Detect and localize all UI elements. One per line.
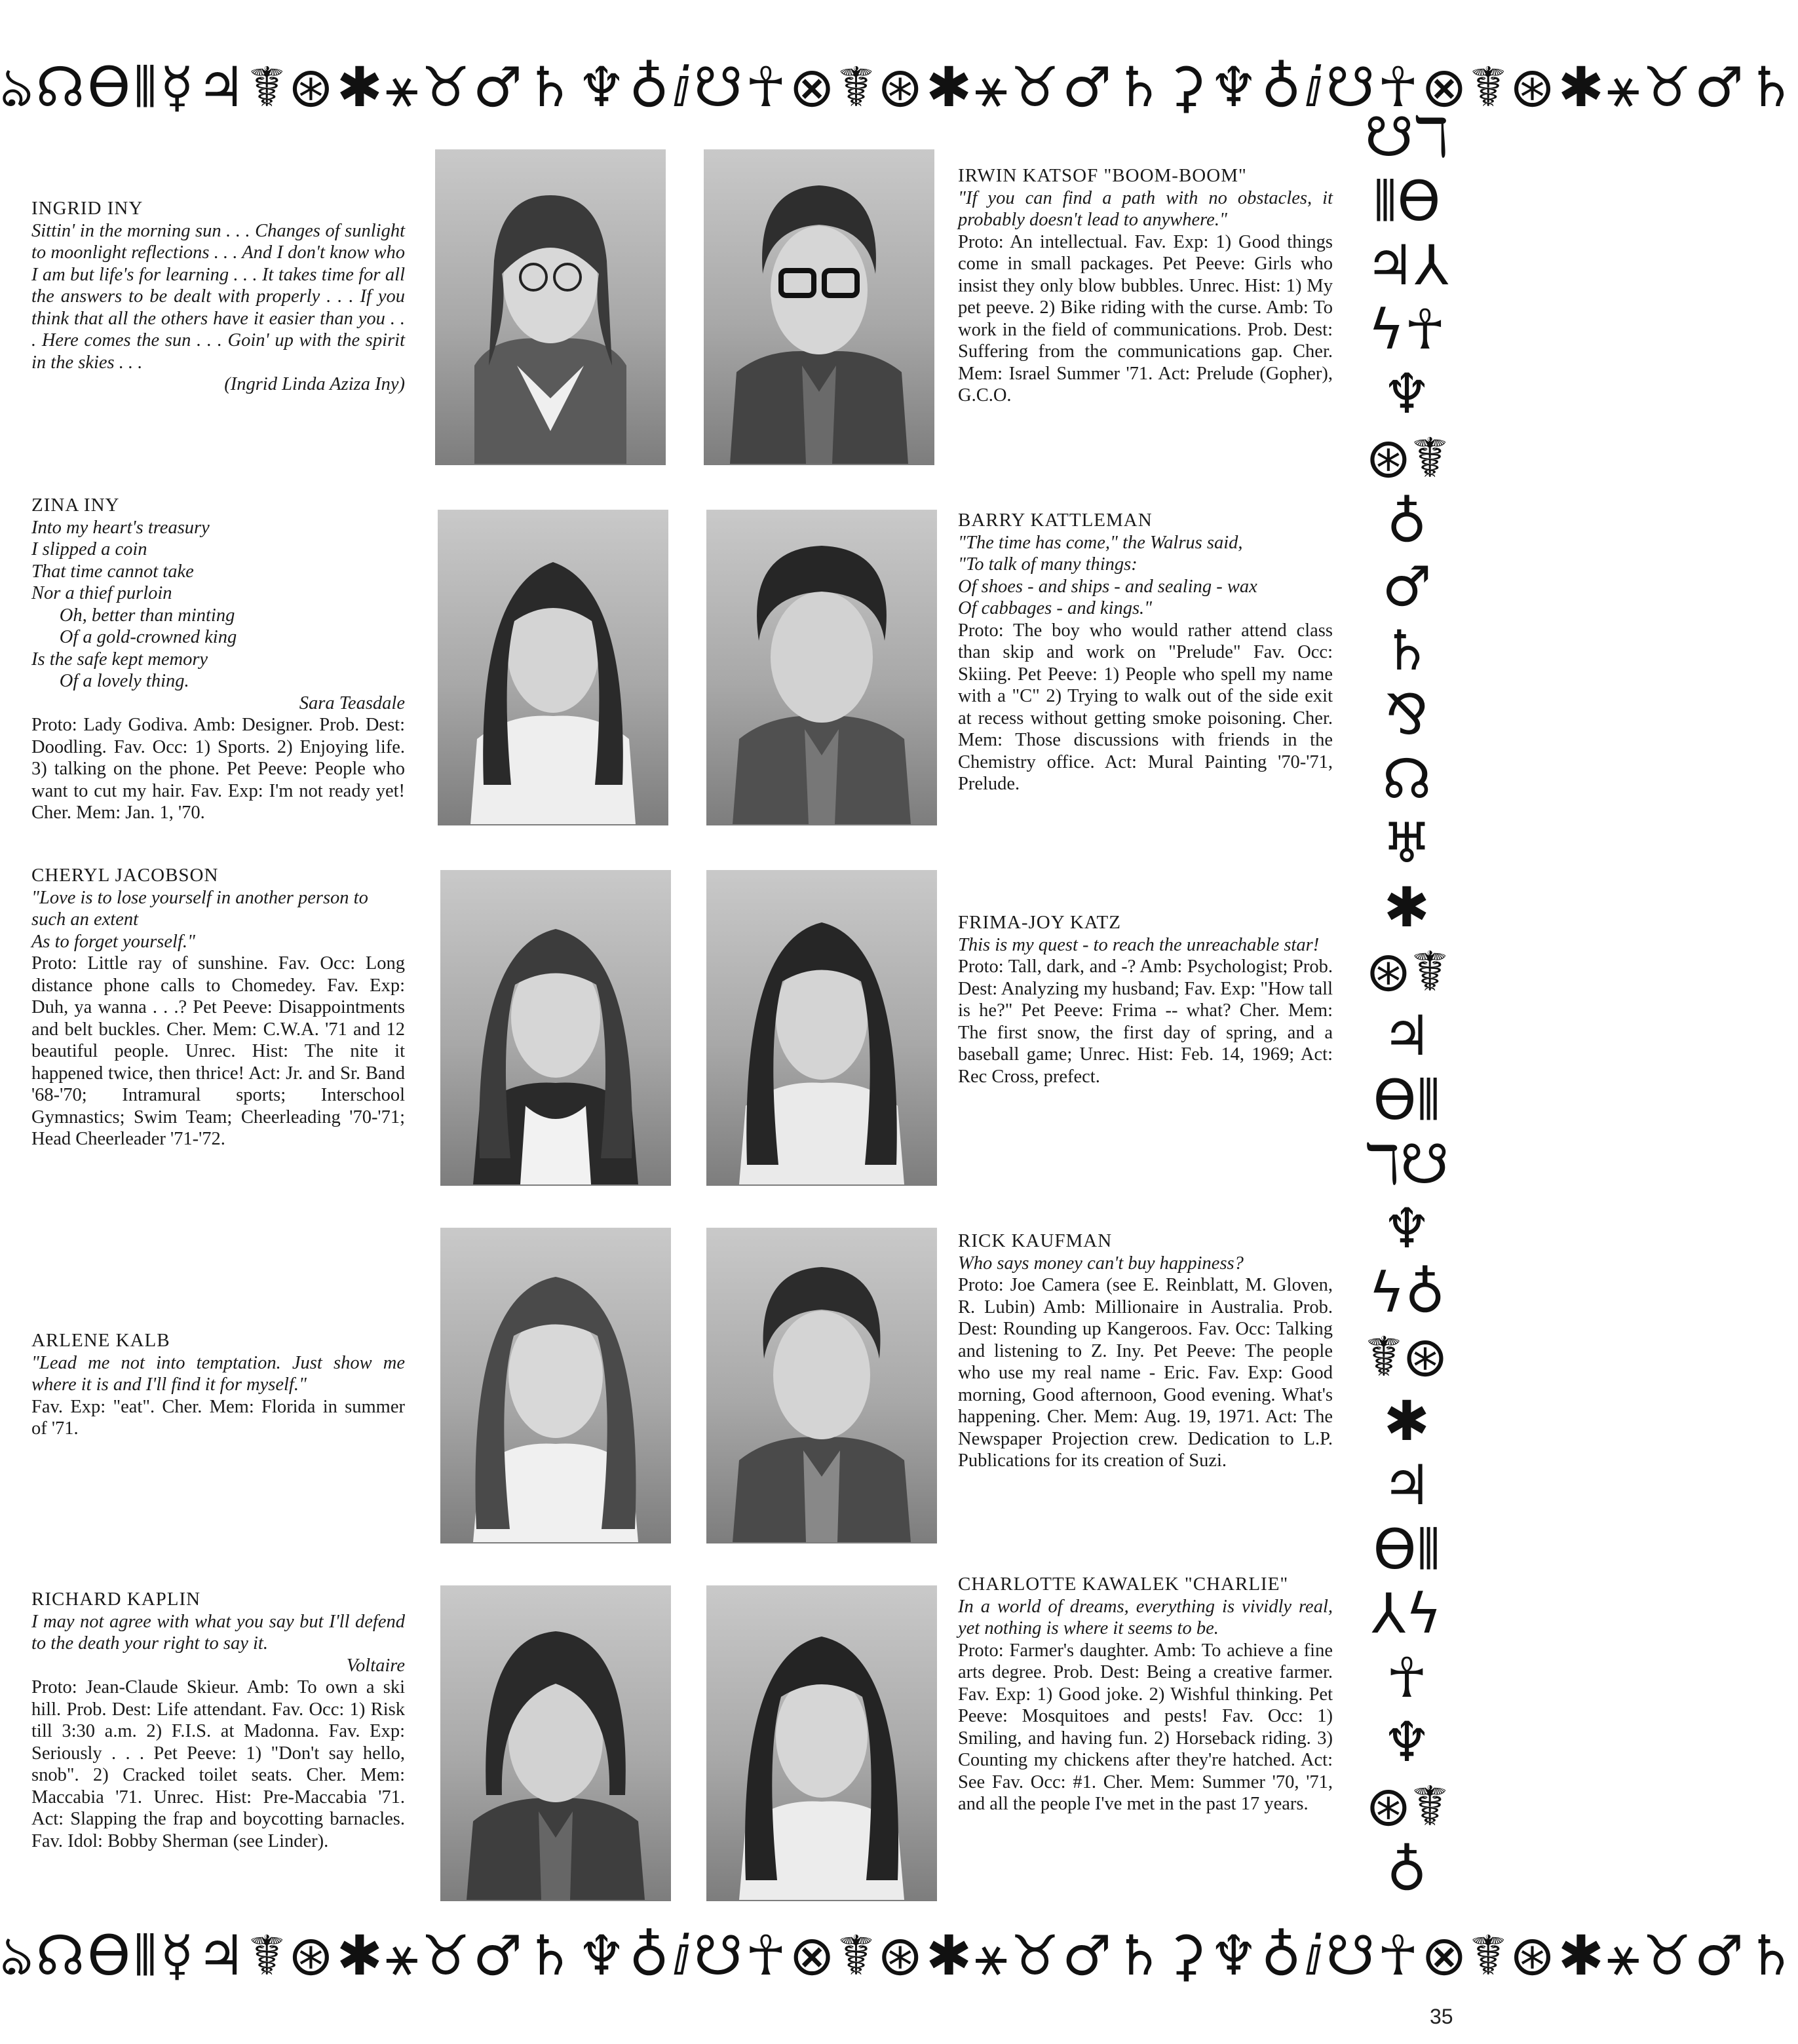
student-name: CHERYL JACOBSON: [31, 865, 219, 886]
quote-attribution: Voltaire: [346, 1655, 405, 1676]
entry-cheryl-jacobson: [31, 865, 405, 1150]
student-quote: "Love is to lose yourself in another person to such an extent As to forget yourself.": [31, 887, 368, 952]
student-bio: Proto: Joe Camera (see E. Reinblatt, M. Gloven, R. Lubin) Amb: Millionaire in Australia. Prob. Dest: Rounding up Kangeroos. Fav. Occ: Talking and listening to Z. Iny. Pet Peeve: The people who use my real name - Eric. Fav. Exp: Good morning, Good afternoon, Good evening. What's happening. Cher. Mem: Aug. 19, 1971. Act: The Newspaper Projection crew. Dedication to L.P. Publications for its creation of Suzi.: [958, 1275, 1333, 1471]
student-quote: "The time has come," the Walrus said, "To talk of many things: Of shoes - and ships - and sealing - wax Of cabbages - and kings.": [958, 532, 1257, 618]
portrait-photo-zina-iny: [438, 510, 668, 825]
glyph-border-bottom: ঌ☊ϴ⦀☿♃☤⊛✱⚹♉♂♄♆♁ⅈ☋☥⊗☤⊛✱⚹♉♂♄⚳♆♁ⅈ☋☥⊗☤⊛✱⚹♉♂♄: [0, 1923, 1798, 1988]
student-bio: Proto: Little ray of sunshine. Fav. Occ: Long distance phone calls to Chomedey. Fav. Exp: Duh, ya wanna . . .? Pet Peeve: Disappointments and belt buckles. Cher. Mem: C.W.A. '71 and 12 beautiful people. Unrec. Hist: The nite it happened twice, then thrice! Act: Jr. and Sr. Band '68-'70; Intramural sports; Interschool Gymnastics; Swim Team; Cheerleading '70-'71; Head Cheerleader '71-'72.: [31, 953, 405, 1149]
student-bio: Proto: An intellectual. Fav. Exp: 1) Good things come in small packages. Pet Peeve: Girls who insist they only blow bubbles. Unrec. Hist: 1) My pet peeve. 2) Bike riding with the curse. Amb: To work in the field of communications. Prob. Dest: Suffering from the communications gap. Cher. Mem: Israel Summer '71. Act: Prelude (Gopher), G.C.O.: [958, 231, 1333, 406]
student-quote: In a world of dreams, everything is vividly real, yet nothing is where it seems to be.: [958, 1596, 1333, 1638]
portrait-photo-cheryl-jacobson: [440, 870, 671, 1186]
student-name: BARRY KATTLEMAN: [958, 510, 1153, 531]
entry-irwin-katsof: [958, 165, 1333, 407]
student-quote: This is my quest - to reach the unreachable star!: [958, 934, 1320, 955]
student-bio: Proto: The boy who would rather attend class than skip and work on "Prelude" Fav. Occ: Skiing. Pet Peeve: 1) People who spell my name with a "C" 2) Trying to walk out of the side exit at recess without getting smoke poisoning. Cher. Mem: Those discussions with friends in the Chemistry office. Act: Mural Painting '70-'71, Prelude.: [958, 620, 1333, 794]
entry-frima-joy-katz: [958, 912, 1333, 1088]
entry-arlene-kalb: [31, 1330, 405, 1440]
student-quote: Into my heart's treasury I slipped a coin That time cannot take Nor a thief purloin Oh, better than minting Of a gold-crowned king Is the safe kept memory Of a lovely thing.: [31, 517, 237, 691]
portrait-photo-frima-joy-katz: [706, 870, 937, 1186]
portrait-photo-arlene-kalb: [440, 1228, 671, 1543]
student-name: ARLENE KALB: [31, 1330, 170, 1351]
student-bio: Proto: Tall, dark, and -? Amb: Psychologist; Prob. Dest: Analyzing my husband; Fav. Exp: "How tall is he?" Pet Peeve: Frima -- what? Cher. Mem: The first snow, the first day of spring, and a baseball game; Unrec. Hist: Feb. 14, 1969; Act: Rec Cross, prefect.: [958, 956, 1333, 1087]
portrait-photo-ingrid-iny: [435, 149, 666, 465]
quote-attribution: (Ingrid Linda Aziza Iny): [224, 374, 405, 394]
student-name: ZINA INY: [31, 495, 120, 516]
entry-charlotte-kawalek: [958, 1574, 1333, 1815]
entry-rick-kaufman: [958, 1230, 1333, 1472]
entry-ingrid-iny: [31, 198, 405, 396]
student-quote: "Lead me not into temptation. Just show me where it is and I'll find it for myself.": [31, 1352, 405, 1395]
portrait-photo-irwin-katsof: [704, 149, 934, 465]
student-bio: Proto: Jean-Claude Skieur. Amb: To own a ski hill. Prob. Dest: Life attendant. Fav. Occ: 1) Risk till 3:30 a.m. 2) F.I.S. at Madonna. Fav. Exp: Seriously . . . Pet Peeve: 1) "Don't say hello, snob". 2) Cracked toilet seats. Cher. Mem: Maccabia '71. Unrec. Hist: Pre-Maccabia '71. Act: Slapping the frap and boycotting barnacles. Fav. Idol: Bobby Sherman (see Linder).: [31, 1677, 405, 1851]
student-name: INGRID INY: [31, 198, 143, 219]
student-name: RICHARD KAPLIN: [31, 1589, 201, 1610]
entry-barry-kattleman: [958, 510, 1333, 795]
student-name: IRWIN KATSOF "BOOM-BOOM": [958, 165, 1247, 186]
student-quote: I may not agree with what you say but I'll defend to the death your right to say it.: [31, 1611, 405, 1654]
page-number: 35: [1430, 2005, 1453, 2028]
student-quote: "If you can find a path with no obstacles, it probably doesn't lead to anywhere.": [958, 187, 1333, 230]
entry-zina-iny: [31, 495, 405, 824]
student-quote: Sittin' in the morning sun . . . Changes of sunlight to moonlight reflections . . . And I don't know who I am but life's for learning . . . It takes time for all the answers to be dealt with properly . . . If you think that all the others have it easier than you . . . Here comes the sun . . . Goin' up with the spirit in the skies . . .: [31, 220, 405, 373]
portrait-photo-rick-kaufman: [706, 1228, 937, 1543]
student-bio: Fav. Exp: "eat". Cher. Mem: Florida in summer of '71.: [31, 1396, 405, 1439]
portrait-photo-barry-kattleman: [706, 510, 937, 825]
quote-attribution: Sara Teasdale: [299, 692, 405, 713]
entry-richard-kaplin: [31, 1589, 405, 1852]
student-name: FRIMA-JOY KATZ: [958, 912, 1121, 933]
student-bio: Proto: Farmer's daughter. Amb: To achieve a fine arts degree. Prob. Dest: Being a creative farmer. Fav. Exp: 1) Good joke. 2) Wishful thinking. Pet Peeve: Mosquitoes and pests! Fav. Occ: 1) Smiling, and having fun. 2) Horseback riding. 3) Counting my chickens after they're hatched. Act: See Fav. Occ: #1. Cher. Mem: Summer '70, '71, and all the people I've met in the past 17 years.: [958, 1640, 1333, 1814]
student-quote: Who says money can't buy happiness?: [958, 1253, 1244, 1274]
student-name: RICK KAUFMAN: [958, 1230, 1113, 1251]
glyph-border-top: ঌ☊ϴ⦀☿♃☤⊛✱⚹♉♂♄♆♁ⅈ☋☥⊗☤⊛✱⚹♉♂♄⚳♆♁ⅈ☋☥⊗☤⊛✱⚹♉♂♄: [0, 55, 1798, 119]
portrait-photo-charlotte-kawalek: [706, 1585, 937, 1901]
student-bio: Proto: Lady Godiva. Amb: Designer. Prob. Dest: Doodling. Fav. Occ: 1) Sports. 2) Enjoying life. 3) talking on the phone. Pet Peeve: People who want to cut my hair. Fav. Exp: I'm not ready yet! Cher. Mem: Jan. 1, '70.: [31, 715, 405, 823]
glyph-border-right: ☋ℸ⦀ϴ♃⅄ϟ☥♆⊛☤♁♂♄⅋☊♅✱⊛☤♃ϴ⦀ℸ☋♆ϟ♁☤⊛✱♃ϴ⦀⅄ϟ☥♆⊛☤♁: [1364, 105, 1449, 1902]
student-name: CHARLOTTE KAWALEK "CHARLIE": [958, 1574, 1289, 1595]
portrait-photo-richard-kaplin: [440, 1585, 671, 1901]
